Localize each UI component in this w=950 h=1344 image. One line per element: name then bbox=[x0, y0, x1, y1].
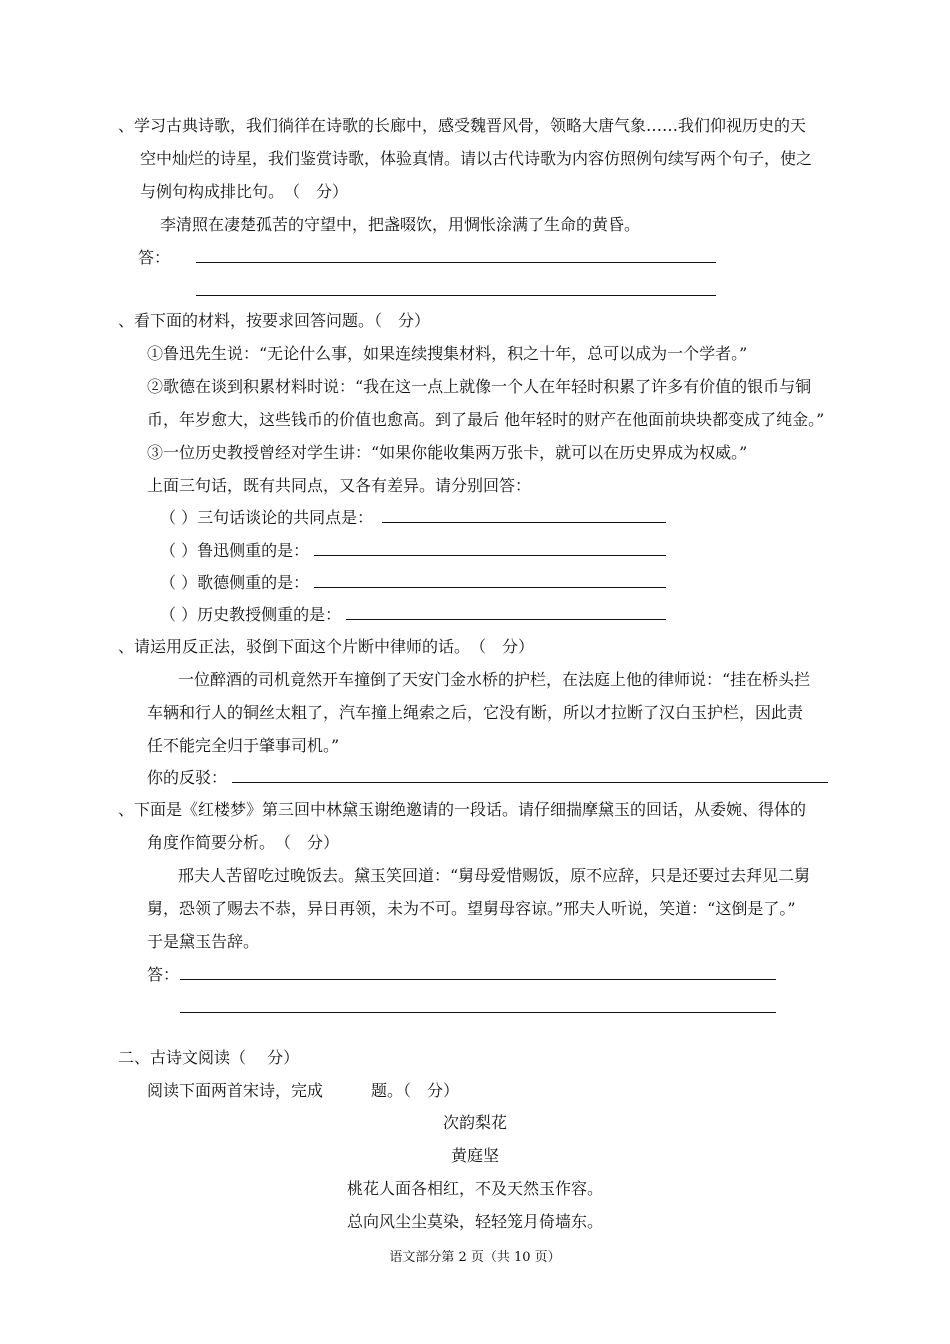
sub-answer-line-4[interactable] bbox=[346, 619, 666, 620]
honglou-passage-line2: 舅，恐领了赐去不恭，异日再领，未为不可。望舅母容谅。”邢夫人听说，笑道：“这倒是了。” bbox=[147, 899, 796, 918]
answer-label: 答： bbox=[138, 248, 171, 267]
section-heading: 二、古诗文阅读（ 分） bbox=[118, 1048, 300, 1067]
sub-question-1: （ ）三句话谈论的共同点是： bbox=[160, 508, 374, 527]
question-poem-line1: 、学习古典诗歌，我们徜徉在诗歌的长廊中，感受魏晋风骨，领略大唐气象……我们仰视历史的天 bbox=[118, 116, 807, 135]
honglou-answer-label: 答： bbox=[147, 965, 180, 984]
material-prompt: 上面三句话，既有共同点，又各有差异。请分别回答： bbox=[147, 476, 532, 495]
sub-answer-line-2[interactable] bbox=[314, 555, 666, 556]
page-footer: 语文部分第 2 页（共 10 页） bbox=[389, 1250, 561, 1265]
answer-line-2[interactable] bbox=[196, 295, 716, 296]
sub-answer-line-1[interactable] bbox=[382, 522, 666, 523]
question-honglou-line1: 、下面是《红楼梦》第三回中林黛玉谢绝邀请的一段话。请仔细揣摩黛玉的回话，从委婉、得体的 bbox=[118, 800, 807, 819]
honglou-answer-line-2[interactable] bbox=[180, 1012, 776, 1013]
sub-question-4: （ ）历史教授侧重的是： bbox=[160, 605, 342, 624]
quote-goethe-line1: ②歌德在谈到积累材料时说：“我在这一点上就像一个人在年轻时积累了许多有价值的银币与铜 bbox=[147, 377, 812, 396]
answer-line-1[interactable] bbox=[196, 262, 716, 263]
poem-title: 次韵梨花 bbox=[442, 1113, 507, 1132]
honglou-passage-line3: 于是黛玉告辞。 bbox=[147, 932, 260, 951]
sub-question-2: （ ）鲁迅侧重的是： bbox=[160, 541, 310, 560]
sub-answer-line-3[interactable] bbox=[314, 587, 666, 588]
honglou-answer-line-1[interactable] bbox=[180, 979, 776, 980]
refute-passage-line3: 任不能完全归于肇事司机。” bbox=[147, 736, 340, 755]
question-poem-line2: 空中灿烂的诗星，我们鉴赏诗歌，体验真情。请以古代诗歌为内容仿照例句续写两个句子，使之 bbox=[140, 149, 813, 168]
question-honglou-line2: 角度作简要分析。 （ 分） bbox=[147, 833, 340, 852]
poem-line-1: 桃花人面各相红，不及天然玉作容。 bbox=[346, 1179, 603, 1198]
example-sentence: 李清照在凄楚孤苦的守望中，把盏啜饮，用惆怅涂满了生命的黄昏。 bbox=[160, 215, 641, 234]
quote-goethe-line2: 币，年岁愈大，这些钱币的价值也愈高。到了最后 他年轻时的财产在他面前块块都变成了纯金。” bbox=[147, 410, 825, 429]
refute-answer-line[interactable] bbox=[232, 782, 828, 783]
quote-luxun: ①鲁迅先生说：“无论什么事，如果连续搜集材料，积之十年，总可以成为一个学者。” bbox=[147, 344, 748, 363]
sub-question-3: （ ）歌德侧重的是： bbox=[160, 573, 310, 592]
question-refute-title: 、请运用反正法，驳倒下面这个片断中律师的话。 （ 分） bbox=[118, 637, 535, 656]
refute-passage-line2: 车辆和行人的铜丝太粗了，汽车撞上绳索之后，它没有断，所以才拉断了汉白玉护栏，因此责 bbox=[147, 703, 804, 722]
quote-professor: ③一位历史教授曾经对学生讲：“如果你能收集两万张卡，就可以在历史界成为权威。” bbox=[147, 443, 748, 462]
refute-answer-label: 你的反驳： bbox=[147, 768, 228, 787]
question-poem-line3: 与例句构成排比句。 （ 分） bbox=[140, 182, 349, 201]
poem-author: 黄庭坚 bbox=[450, 1146, 499, 1165]
poem-line-2: 总向风尘尘莫染，轻轻笼月倚墙东。 bbox=[346, 1212, 603, 1231]
honglou-passage-line1: 邢夫人苦留吃过晚饭去。黛玉笑回道：“舅母爱惜赐饭，原不应辞，只是还要过去拜见二舅 bbox=[178, 866, 811, 885]
question-material-title: 、看下面的材料，按要求回答问题。（ 分） bbox=[118, 311, 431, 330]
section-intro: 阅读下面两首宋诗，完成 题。（ 分） bbox=[147, 1081, 460, 1100]
refute-passage-line1: 一位醉酒的司机竟然开车撞倒了天安门金水桥的护栏，在法庭上他的律师说：“挂在桥头拦 bbox=[178, 670, 811, 689]
